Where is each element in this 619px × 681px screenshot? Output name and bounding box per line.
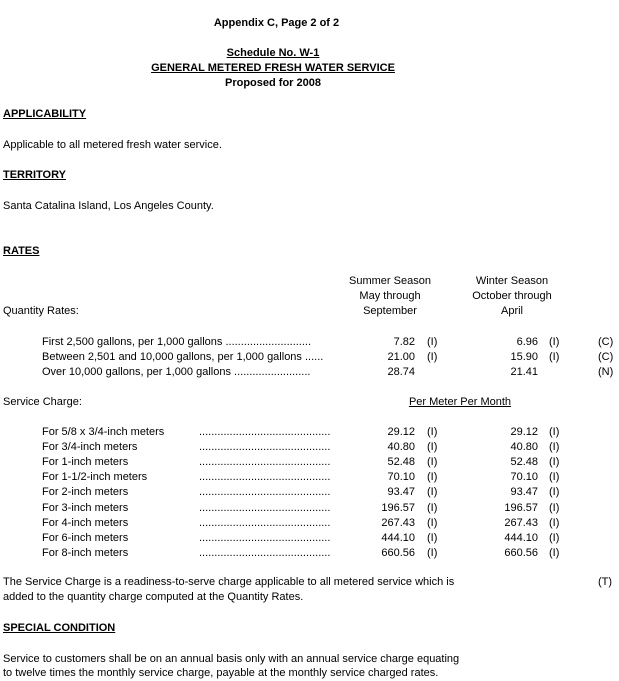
- service-title: GENERAL METERED FRESH WATER SERVICE: [151, 62, 395, 74]
- rates-heading: RATES: [3, 245, 40, 257]
- special-condition-heading: SPECIAL CONDITION: [3, 622, 116, 634]
- service-row-label: For 4-inch meters: [42, 517, 129, 529]
- applicability-text: Applicable to all metered fresh water service.: [3, 139, 222, 151]
- service-row-label: For 2-inch meters: [42, 486, 129, 498]
- quantity-row-margin: (C): [598, 336, 614, 348]
- service-row-summer-flag: (I): [427, 456, 438, 468]
- service-row-winter-flag: (I): [549, 517, 560, 529]
- quantity-row-winter-flag: (I): [549, 351, 560, 363]
- summer-header-line2: May through: [359, 290, 421, 302]
- service-row-label: For 6-inch meters: [42, 532, 129, 544]
- service-row-summer-flag: (I): [427, 547, 438, 559]
- service-row-dots: ...........................................: [199, 456, 331, 468]
- service-row-label: For 3-inch meters: [42, 502, 129, 514]
- service-row-summer: 40.80: [387, 441, 415, 453]
- service-row-dots: ...........................................: [199, 502, 331, 514]
- service-row-summer: 267.43: [381, 517, 415, 529]
- proposed-year: Proposed for 2008: [225, 77, 321, 89]
- schedule-number: Schedule No. W-1: [226, 47, 320, 59]
- quantity-row-winter: 6.96: [516, 336, 538, 348]
- service-row-winter-flag: (I): [549, 471, 560, 483]
- service-row-label: For 1-1/2-inch meters: [42, 471, 148, 483]
- service-row-winter-flag: (I): [549, 502, 560, 514]
- service-row-winter: 52.48: [510, 456, 538, 468]
- service-row-summer-flag: (I): [427, 502, 438, 514]
- service-row-winter: 660.56: [504, 547, 538, 559]
- summer-header-line1: Summer Season: [349, 275, 431, 287]
- quantity-row-label: Between 2,501 and 10,000 gallons, per 1,000 gallons ......: [42, 351, 324, 363]
- service-row-dots: ...........................................: [199, 471, 331, 483]
- winter-header-line1: Winter Season: [475, 275, 549, 287]
- service-note-margin: (T): [598, 576, 613, 588]
- service-row-winter: 70.10: [510, 471, 538, 483]
- applicability-heading: APPLICABILITY: [3, 108, 87, 120]
- service-row-summer: 52.48: [387, 456, 415, 468]
- special-condition-line1: Service to customers shall be on an annual basis only with an annual service charge equating: [3, 653, 460, 665]
- service-row-winter-flag: (I): [549, 547, 560, 559]
- service-row-winter: 29.12: [510, 426, 538, 438]
- quantity-row-margin: (C): [598, 351, 614, 363]
- appendix-label: Appendix C, Page 2 of 2: [213, 17, 340, 29]
- service-row-summer-flag: (I): [427, 532, 438, 544]
- service-row-winter: 196.57: [504, 502, 538, 514]
- service-row-winter: 267.43: [504, 517, 538, 529]
- service-row-dots: ...........................................: [199, 441, 331, 453]
- quantity-row-label: Over 10,000 gallons, per 1,000 gallons .........................: [42, 366, 311, 378]
- per-meter-header: Per Meter Per Month: [408, 396, 512, 408]
- service-charge-label: Service Charge:: [3, 396, 82, 408]
- service-row-winter-flag: (I): [549, 456, 560, 468]
- winter-header-line3: April: [500, 305, 523, 317]
- service-row-summer-flag: (I): [427, 441, 438, 453]
- winter-header-line2: October through: [472, 290, 552, 302]
- service-row-summer-flag: (I): [427, 486, 438, 498]
- special-condition-line2: to twelve times the monthly service charge, payable at the monthly service charged rates.: [3, 667, 439, 679]
- quantity-row-label: First 2,500 gallons, per 1,000 gallons ............................: [42, 336, 312, 348]
- service-row-winter-flag: (I): [549, 486, 560, 498]
- service-row-winter: 40.80: [510, 441, 538, 453]
- service-row-label: For 5/8 x 3/4-inch meters: [42, 426, 165, 438]
- service-row-winter: 93.47: [510, 486, 538, 498]
- quantity-row-summer-flag: (I): [427, 336, 438, 348]
- territory-text: Santa Catalina Island, Los Angeles County.: [3, 200, 214, 212]
- service-row-summer-flag: (I): [427, 426, 438, 438]
- service-row-winter-flag: (I): [549, 532, 560, 544]
- service-row-dots: ...........................................: [199, 532, 331, 544]
- service-row-summer-flag: (I): [427, 471, 438, 483]
- service-row-winter-flag: (I): [549, 426, 560, 438]
- quantity-row-summer: 28.74: [387, 366, 415, 378]
- service-note-line1: The Service Charge is a readiness-to-serve charge applicable to all metered service which is: [3, 576, 455, 588]
- service-row-summer: 444.10: [381, 532, 415, 544]
- service-row-winter: 444.10: [504, 532, 538, 544]
- summer-header-line3: September: [363, 305, 417, 317]
- quantity-row-summer: 7.82: [393, 336, 415, 348]
- service-row-dots: ...........................................: [199, 486, 331, 498]
- quantity-row-winter: 15.90: [510, 351, 538, 363]
- service-row-dots: ...........................................: [199, 517, 331, 529]
- service-row-label: For 1-inch meters: [42, 456, 129, 468]
- quantity-row-summer-flag: (I): [427, 351, 438, 363]
- service-row-summer-flag: (I): [427, 517, 438, 529]
- service-row-summer: 29.12: [387, 426, 415, 438]
- service-row-dots: ...........................................: [199, 547, 331, 559]
- service-row-summer: 70.10: [387, 471, 415, 483]
- service-row-summer: 93.47: [387, 486, 415, 498]
- service-row-winter-flag: (I): [549, 441, 560, 453]
- service-note-line2: added to the quantity charge computed at the Quantity Rates.: [3, 591, 304, 603]
- service-row-dots: ...........................................: [199, 426, 331, 438]
- quantity-row-winter: 21.41: [510, 366, 538, 378]
- quantity-row-margin: (N): [598, 366, 614, 378]
- quantity-row-winter-flag: (I): [549, 336, 560, 348]
- territory-heading: TERRITORY: [3, 169, 66, 181]
- service-row-label: For 3/4-inch meters: [42, 441, 138, 453]
- service-row-label: For 8-inch meters: [42, 547, 129, 559]
- service-row-summer: 660.56: [381, 547, 415, 559]
- quantity-rates-label: Quantity Rates:: [3, 305, 79, 317]
- service-row-summer: 196.57: [381, 502, 415, 514]
- quantity-row-summer: 21.00: [387, 351, 415, 363]
